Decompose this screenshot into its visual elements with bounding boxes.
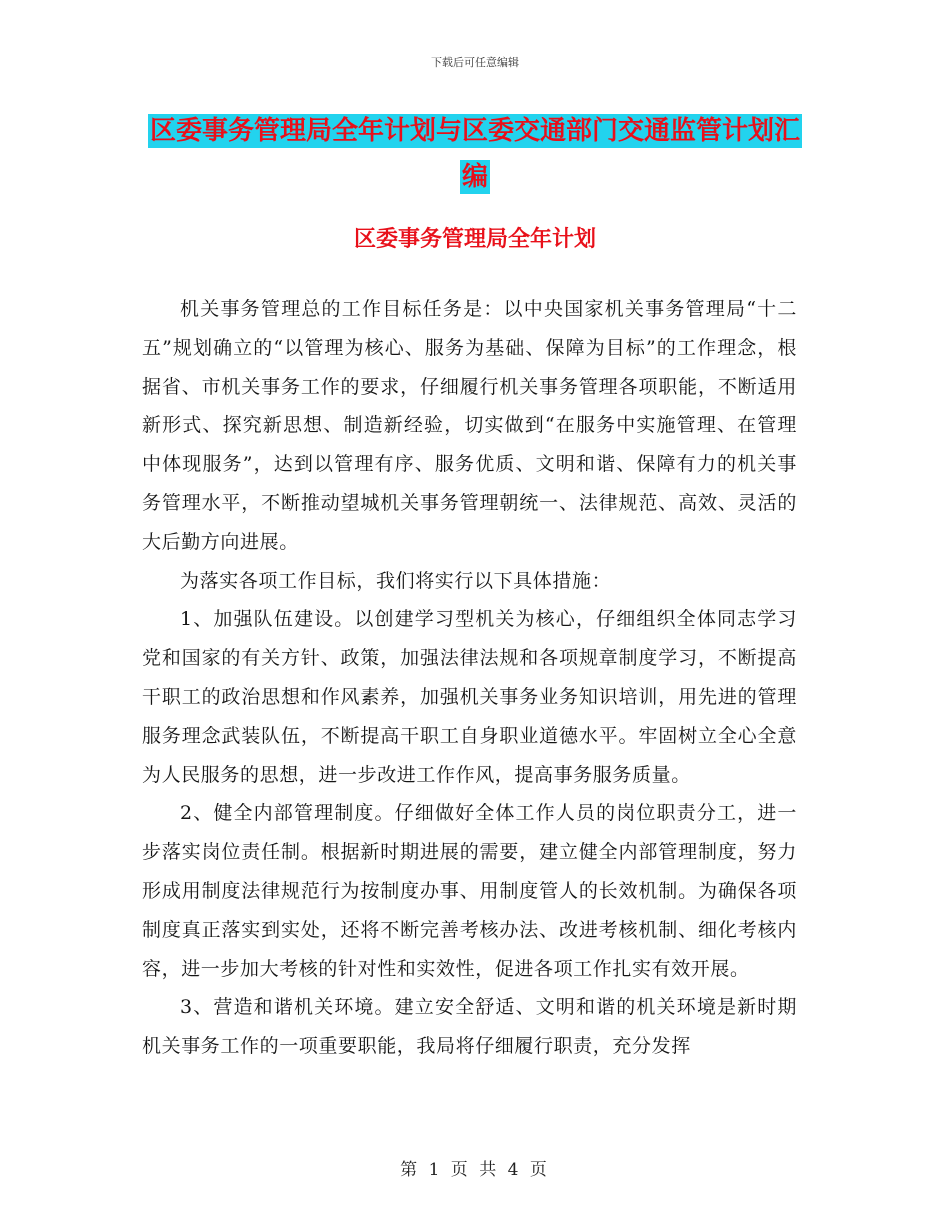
paragraph-item-1: 1、加强队伍建设。以创建学习型机关为核心，仔细组织全体同志学习党和国家的有关方针、政策，加强法律法规和各项规章制度学习，不断提高干职工的政治思想和作风素养，加强机关事务业务知识培训，用先进的管理服务理念武装队伍，不断提高干职工自身职业道德水平。牢固树立全心全意为人民服务的思想，进一步改进工作作风，提高事务服务质量。 (142, 608, 797, 786)
document-title (140, 108, 810, 200)
document-title-text: 区委事务管理局全年计划与区委交通部门交通监管计划汇编 (149, 116, 800, 192)
section-title: 区委事务管理局全年计划 (353, 227, 596, 252)
paragraph-item-2: 2、健全内部管理制度。仔细做好全体工作人员的岗位职责分工，进一步落实岗位责任制。根据新时期进展的需要，建立健全内部管理制度，努力形成用制度法律规范行为按制度办事、用制度管人的长效机制。为确保各项制度真正落实到实处，还将不断完善考核办法、改进考核机制、细化考核内容，进一步加大考核的针对性和实效性，促进各项工作扎实有效开展。 (142, 802, 797, 980)
page-number: 第 1 页 共 4 页 (400, 1160, 550, 1180)
paragraph-intro: 机关事务管理总的工作目标任务是：以中央国家机关事务管理局“十二五”规划确立的“以管理为核心、服务为基础、保障为目标”的工作理念，根据省、市机关事务工作的要求，仔细履行机关事务管理各项职能，不断适用新形式、探究新思想、制造新经验，切实做到“在服务中实施管理、在管理中体现服务”，达到以管理有序、服务优质、文明和谐、保障有力的机关事务管理水平，不断推动望城机关事务管理朝统一、法律规范、高效、灵活的大后勤方向进展。 (142, 298, 797, 553)
document-body (142, 290, 797, 1066)
header-note: 下载后可任意编辑 (431, 56, 519, 69)
paragraph-measures-lead: 为落实各项工作目标，我们将实行以下具体措施： (180, 569, 612, 592)
paragraph-item-3: 3、营造和谐机关环境。建立安全舒适、文明和谐的机关环境是新时期机关事务工作的一项重要职能，我局将仔细履行职责，充分发挥 (142, 996, 797, 1058)
